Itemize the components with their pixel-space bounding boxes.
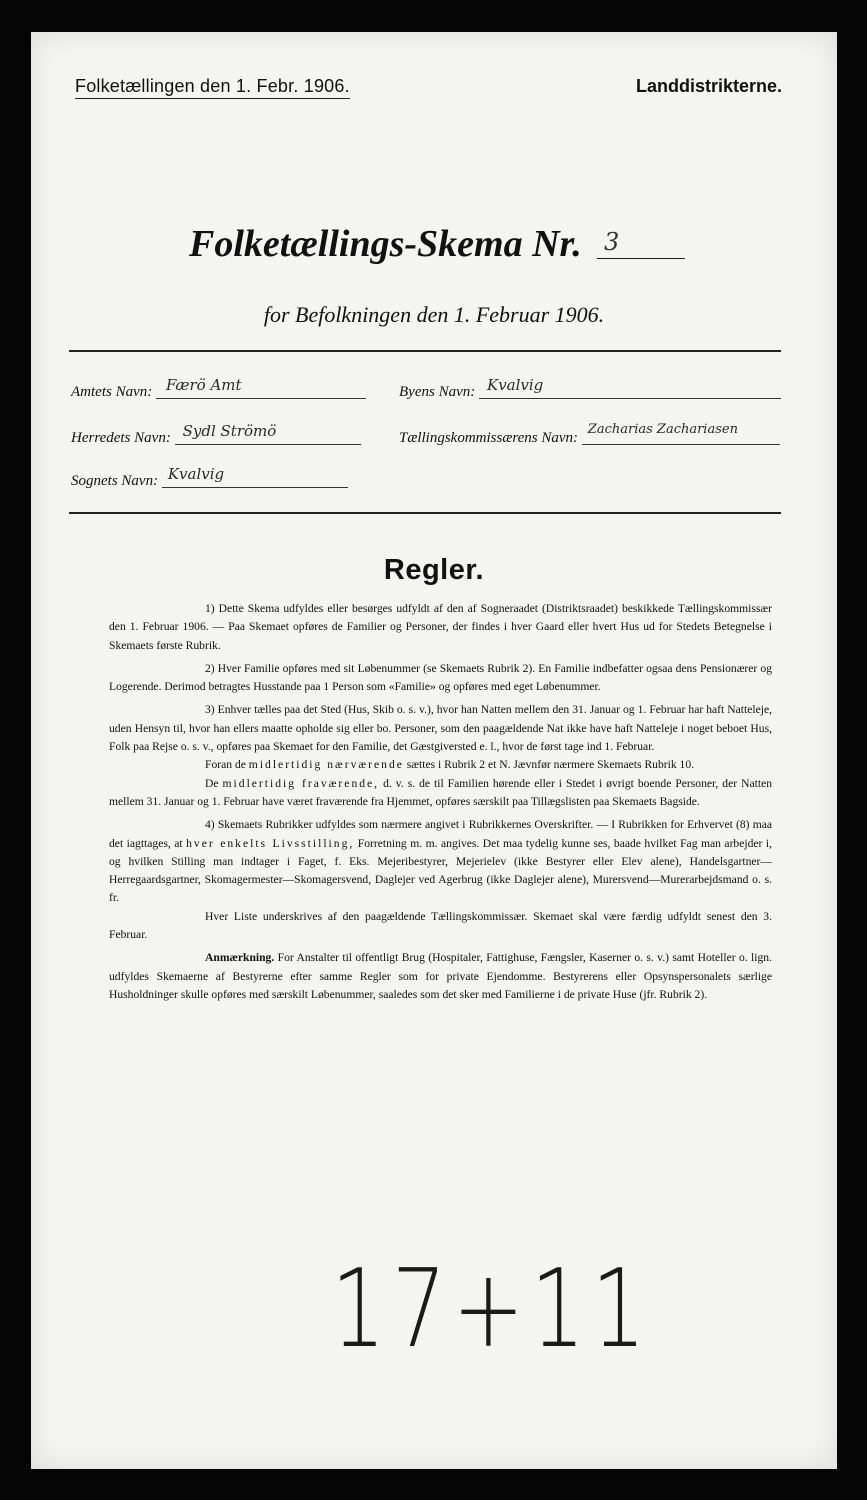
field-sogn-value: Kvalvig	[167, 465, 225, 483]
rule-3-present-post: sættes i Rubrik 2 et N. Jævnfør nærmere Skemaets Rubrik 10.	[406, 758, 695, 772]
rule-3-absent-pre: De	[205, 776, 219, 790]
rule-4-post: Forretning m. m. angives. Det maa tydelig kunne ses, baade hvilket Fag man arbejder i, og hvilken Stilling man indtager i Faget, f. Eks. Mejeribestyrer, Mejerielev (ikke Bestyrer eller Elev alene), Handelsgartner—Herregaardsgartner, Skomagermester—Skomagersvend, Daglejer ved Agerbrug (ikke Daglejer alene), Murersvend—Murerarbejdsmand o. s. fr.	[109, 836, 773, 905]
handwritten-number: 17+11	[331, 1247, 652, 1372]
field-herred-value: Sydl Strömö	[182, 422, 277, 440]
field-amt-line	[156, 398, 366, 399]
rule-3-present-emph: midlertidig nærværende	[248, 758, 404, 772]
field-kommissaer-line	[582, 444, 780, 445]
rule-note-text: For Anstalter til offentligt Brug (Hospitaler, Fattighuse, Fængsler, Kaserner o. s. v.) samt Hoteller o. lign. udfyldes Skemaerne af Bestyrerne efter samme Regler som for private Ejendomme. Bestyrerens eller Opsynspersonalets særlige Husholdninger skulle opføres med særskilt Løbenummer, saaledes som det sker med Familierne i de private Huse (jfr. Rubrik 2).	[109, 951, 772, 1001]
form-number-line	[597, 258, 685, 259]
field-kommissaer-label: Tællingskommissærens Navn:	[399, 430, 579, 446]
form-number-value: 3	[604, 228, 620, 256]
field-by-line	[479, 398, 781, 399]
rule-note-label: Anmærkning.	[205, 951, 275, 965]
rule-4	[109, 816, 772, 907]
field-kommissaer	[399, 422, 780, 447]
rule-3-present-pre: Foran de	[205, 758, 246, 772]
divider-top	[69, 350, 781, 352]
rule-4-emph: hver enkelts Livsstilling,	[186, 836, 355, 850]
header-census-date: Folketællingen den 1. Febr. 1906.	[75, 76, 350, 99]
field-amt-label: Amtets Navn:	[71, 384, 153, 400]
rule-2: 2) Hver Familie opføres med sit Løbenummer (se Skemaets Rubrik 2). En Familie indbefatter ogsaa dens Pensionærer og Logerende. Derimod betragtes Husstande paa 1 Person som «Familie» og opføres med eget Løbenummer.	[109, 661, 772, 694]
rule-3-absent-post: d. v. s. de til Familien hørende eller i Stedet i øvrigt boende Personer, der Natten mellem 31. Januar og 1. Februar have været fraværende fra Hjemmet, opføres særskilt paa Tillægslisten paa Skemaets Bagside.	[109, 776, 773, 808]
field-by-label: Byens Navn:	[399, 384, 476, 400]
header-district-type: Landdistrikterne.	[635, 76, 782, 96]
form-title: Folketællings-Skema Nr.	[189, 223, 582, 265]
rule-note	[109, 949, 772, 1004]
rules-body	[109, 600, 772, 1009]
field-by	[399, 376, 781, 401]
field-sogn	[71, 465, 348, 490]
rule-3: 3) Enhver tælles paa det Sted (Hus, Skib o. s. v.), hvor han Natten mellem den 31. Januar og 1. Februar har haft Natteleje, uden Hensyn til, hvor han ellers maatte opholde sig eller bo. Personer, som den paagældende Nat ikke have haft Natteleje i noget beboet Hus, Folk paa Rejse o. s. v., opføres paa Skemaet for den Familie, det Gæstgiversted e. l., hvor de først tage ind 1. Februar.	[109, 703, 772, 754]
rule-4-pre: 4) Skemaets Rubrikker udfyldes som nærmere angivet i Rubrikkernes Overskrifter. — I Rubrikken for Erhvervet (8) maa det iagttages, at	[109, 818, 772, 850]
rule-3-present	[109, 756, 772, 774]
field-herred	[71, 422, 361, 447]
form-subtitle: for Befolkningen den 1. Februar 1906.	[263, 302, 605, 327]
rule-1: 1) Dette Skema udfyldes eller besørges udfyldt af den af Sogneraadet (Distriktsraadet) beskikkede Tællingskommissær den 1. Februar 1906. — Paa Skemaet opføres de Familier og Personer, der findes i hver Gaard eller hvert Hus ud for Stedets Betegnelse i Skemaets første Rubrik.	[109, 602, 772, 652]
census-form-page	[31, 32, 837, 1469]
divider-bottom	[69, 512, 781, 514]
field-sogn-label: Sognets Navn:	[71, 473, 159, 489]
rule-3-absent	[109, 775, 772, 812]
field-amt-value: Færö Amt	[165, 376, 242, 394]
field-kommissaer-value: Zacharias Zachariasen	[587, 422, 738, 437]
field-amt	[71, 376, 366, 401]
field-sogn-line	[162, 487, 348, 488]
form-title-row	[189, 222, 709, 272]
field-by-value: Kvalvig	[486, 376, 544, 394]
field-herred-label: Herredets Navn:	[71, 430, 171, 446]
rules-heading: Regler.	[383, 554, 485, 586]
field-herred-line	[175, 444, 361, 445]
rule-3-absent-emph: midlertidig fraværende,	[222, 776, 380, 790]
rule-5: Hver Liste underskrives af den paagældende Tællingskommissær. Skemaet skal være færdig udfyldt senest den 3. Februar.	[109, 909, 772, 942]
